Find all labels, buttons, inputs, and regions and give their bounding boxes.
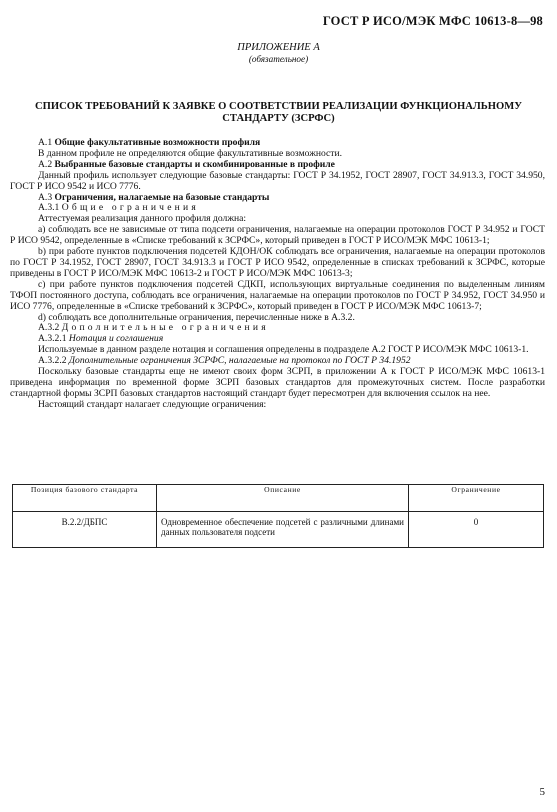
table-header-cell: Позиция базового стандарта [13, 485, 157, 512]
section-a321-text: Используемые в данном разделе нотация и соглашения определены в подразделе А.2 ГОСТ Р ИСО/МЭК МФС 10613-1. [38, 344, 529, 356]
closing-text: Настоящий стандарт налагает следующие ограничения: [38, 398, 267, 410]
page-title: СПИСОК ТРЕБОВАНИЙ К ЗАЯВКЕ О СООТВЕТСТВИИ РЕАЛИЗАЦИИ ФУНКЦИОНАЛЬНОМУ СТАНДАРТУ (ЗСРФС) [34, 101, 523, 124]
table-cell-position: В.2.2/ДБПС [13, 512, 157, 548]
table-row [13, 512, 544, 548]
section-a322-text: Поскольку базовые стандарты еще не имеют своих форм ЗСРП, в приложении А к ГОСТ Р ИСО/МЭК МФС 10613-1 приведена информация по временной форме ЗСРП базовых стандартов для промежуточных систем. После разработки стандартной формы ЗСРП базовых стандартов настоящий стандарт будет пересмотрен для включения ссылок на нее. [10, 366, 545, 399]
table-cell-description: Одновременное обеспечение подсетей с различными длинами данных пользователя подсети [157, 512, 409, 548]
section-number: А.3.2.1 [38, 333, 67, 345]
section-title: Дополнительные ограничения [61, 322, 269, 334]
section-number: А.3 [38, 191, 53, 203]
section-title: Общие ограничения [61, 202, 199, 214]
section-title: Нотация и соглашения [68, 333, 164, 345]
section-number: А.3.1 [38, 202, 60, 214]
section-title: Выбранные базовые стандарты и скомбинированные в профиле [54, 158, 335, 170]
list-item-d: d) соблюдать все дополнительные ограничения, перечисленные ниже в А.3.2. [38, 311, 355, 323]
requirements-table [12, 484, 544, 548]
appendix-title: ПРИЛОЖЕНИЕ А [237, 42, 320, 53]
section-a2-text: Данный профиль использует следующие базовые стандарты: ГОСТ Р 34.1952, ГОСТ 28907, ГОСТ 34.913.3, ГОСТ 34.950, ГОСТ Р ИСО 9542 и ИСО 7776. [10, 169, 545, 192]
list-item-b: b) при работе пунктов подключения подсетей КДОН/ОК соблюдать все ограничения, налагаемые на операции протоколов по ГОСТ Р 34.1952, ГОСТ 28907, ГОСТ 34.913.3 и ГОСТ Р ИСО 9542, определенные в списках требований к ЗСРФС, которые приведены в ГОСТ Р ИСО/МЭК МФС 10613-2 и ГОСТ Р ИСО/МЭК МФС 10613-3; [10, 246, 545, 279]
list-item-a: а) соблюдать все не зависимые от типа подсети ограничения, налагаемые на операции протоколов ГОСТ Р 34.952 и ГОСТ Р ИСО 9542, определенные в «Списке требований к ЗСРФС», который приведен в ГОСТ Р ИСО/МЭК МФС 10613-1; [10, 224, 545, 247]
document-header: ГОСТ Р ИСО/МЭК МФС 10613-8—98 [322, 14, 543, 28]
table-header-cell: Описание [157, 485, 409, 512]
page-number: 5 [539, 786, 545, 798]
section-number: А.3.2 [38, 322, 60, 334]
section-title: Дополнительные ограничения ЗСРФС, налагаемые на протокол по ГОСТ Р 34.1952 [68, 355, 411, 367]
document-body [10, 138, 545, 411]
table-cell-restriction: 0 [409, 512, 544, 548]
table-header-row [13, 485, 544, 512]
appendix-note: (обязательное) [248, 54, 309, 64]
table-header-cell: Ограничение [409, 485, 544, 512]
section-a31-intro: Аттестуемая реализация данного профиля должна: [38, 213, 247, 225]
list-item-c: с) при работе пунктов подключения подсетей СДКП, использующих виртуальные соединения по выделенным линиям ТФОП постоянного доступа, соблюдать все ограничения, налагаемые на операции протоколов по ГОСТ Р 34.952, ГОСТ 34.950 и ИСО 7776, определенные в «Списке требований к ЗСРФС», который приведен в ГОСТ Р ИСО/МЭК МФС 10613-7; [10, 278, 545, 312]
section-a1-text: В данном профиле не определяются общие факультативные возможности. [38, 147, 342, 159]
section-title: Общие факультативные возможности профиля [54, 137, 261, 148]
section-title: Ограничения, налагаемые на базовые стандарты [54, 191, 270, 203]
section-number: А.2 [38, 158, 53, 170]
section-number: А.1 [38, 137, 53, 148]
section-number: А.3.2.2 [38, 355, 67, 367]
